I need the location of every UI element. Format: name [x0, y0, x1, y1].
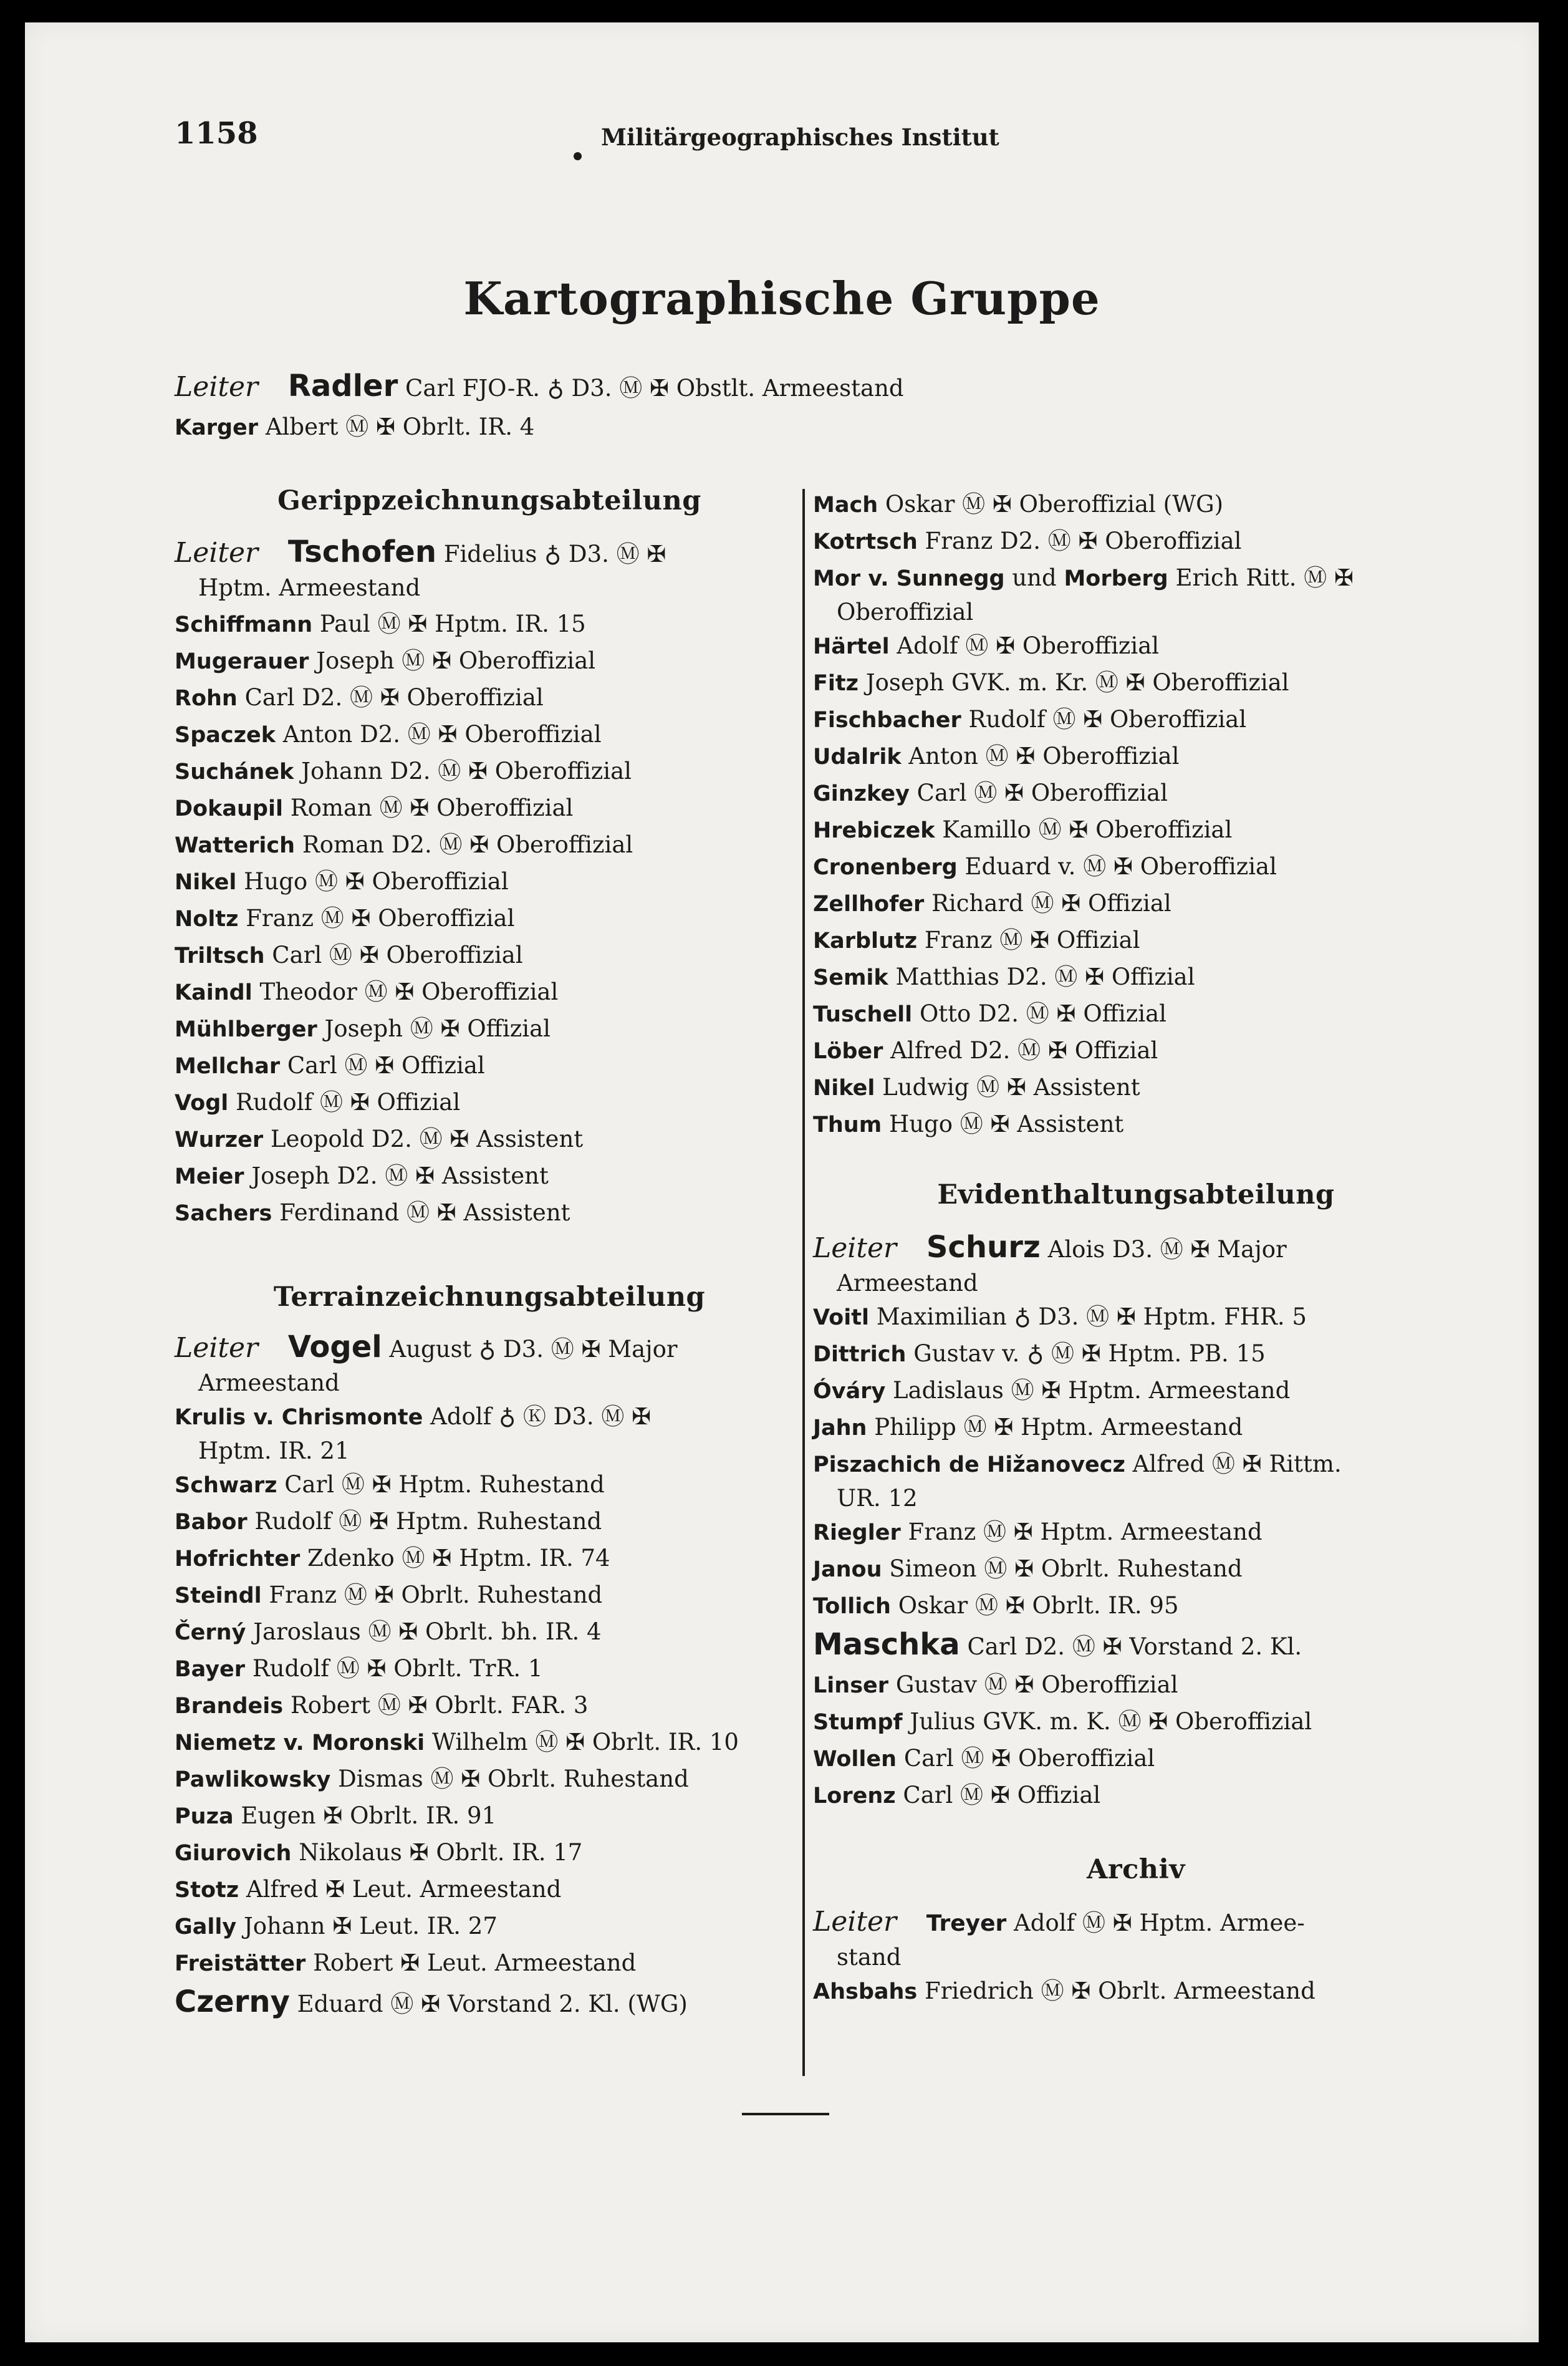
leiter-details: Carl FJO-R. ♁ D3. Ⓜ ✠ Obstlt. Armeestand — [405, 375, 904, 402]
surname: Giurovich — [175, 1841, 292, 1866]
surname: Mühlberger — [175, 1017, 317, 1042]
list-item — [175, 1651, 804, 1688]
entry-details: Robert ✠ Leut. Armeestand — [313, 1949, 637, 1976]
entry-details: Carl D2. Ⓜ ✠ Oberoffizial — [244, 684, 544, 711]
list-item — [175, 864, 804, 901]
section-title-evidenthaltung: Evidenthaltungsabteilung — [937, 1179, 1335, 1210]
entry-details: Joseph Ⓜ ✠ Offizial — [324, 1015, 551, 1042]
entry-details: Gustav Ⓜ ✠ Oberoffizial — [895, 1671, 1178, 1698]
surname: Kaindl — [175, 980, 253, 1005]
list-item — [813, 665, 1459, 702]
surname: Schiffmann — [175, 612, 313, 637]
surname: Puza — [175, 1804, 234, 1829]
list-item — [175, 1048, 804, 1084]
surname: Tuschell — [813, 1002, 913, 1027]
leiter-details: August ♁ D3. Ⓜ ✠ Major — [389, 1336, 678, 1363]
list-item — [813, 1336, 1459, 1373]
entry-details: Franz Ⓜ ✠ Obrlt. Ruhestand — [269, 1581, 603, 1608]
surname: Triltsch — [175, 944, 265, 968]
entry-details: Erich Ritt. Ⓜ ✠ — [1175, 564, 1354, 591]
entry-details: Franz Ⓜ ✠ Offizial — [924, 927, 1140, 954]
entry-details: Richard Ⓜ ✠ Offizial — [931, 890, 1171, 917]
surname: Freistätter — [175, 1951, 306, 1976]
entry-details: Rudolf Ⓜ ✠ Oberoffizial — [968, 706, 1247, 733]
entry-details: Dismas Ⓜ ✠ Obrlt. Ruhestand — [338, 1765, 689, 1792]
entry-details: Franz D2. Ⓜ ✠ Oberoffizial — [925, 528, 1242, 554]
list-item — [813, 1741, 1459, 1777]
surname: Vogl — [175, 1091, 229, 1116]
surname: Dokaupil — [175, 796, 283, 821]
entry-details: Carl Ⓜ ✠ Hptm. Ruhestand — [284, 1471, 605, 1498]
surname: Noltz — [175, 907, 239, 932]
surname: Hrebiczek — [813, 818, 935, 843]
surname: Meier — [175, 1164, 244, 1189]
list-item — [813, 849, 1459, 886]
entry-details: Adolf ♁ Ⓚ D3. Ⓜ ✠ — [430, 1403, 652, 1430]
entry-details: Otto D2. Ⓜ ✠ Offizial — [919, 1000, 1166, 1027]
list-item — [175, 1871, 804, 1908]
entry-details: Carl Ⓜ ✠ Oberoffizial — [903, 1745, 1155, 1772]
surname: Löber — [813, 1039, 883, 1064]
list-item — [175, 753, 804, 790]
entry-details: Matthias D2. Ⓜ ✠ Offizial — [895, 963, 1195, 990]
evidenthaltung-list-2 — [813, 1514, 1459, 1625]
entry-details: Carl D2. Ⓜ ✠ Vorstand 2. Kl. — [967, 1633, 1302, 1660]
surname: Krulis v. Chrismonte — [175, 1405, 423, 1430]
entry-details: Ludwig Ⓜ ✠ Assistent — [882, 1074, 1140, 1101]
surname: Cronenberg — [813, 855, 958, 880]
surname: Morberg — [1064, 566, 1168, 591]
list-item — [813, 1033, 1459, 1070]
entry-details: Gustav v. ♁ Ⓜ ✠ Hptm. PB. 15 — [913, 1340, 1266, 1367]
list-item — [175, 1761, 804, 1798]
group-deputy — [175, 408, 534, 442]
entry-continuation: UR. 12 — [837, 1485, 918, 1512]
institute-header: Militärgeographisches Institut — [601, 123, 999, 151]
entry-details: Zdenko Ⓜ ✠ Hptm. IR. 74 — [307, 1545, 610, 1572]
entry-details: Carl Ⓜ ✠ Oberoffizial — [272, 942, 523, 968]
surname: Czerny — [175, 1984, 290, 2019]
section-leiter — [175, 534, 804, 572]
list-item — [813, 486, 1459, 523]
section-title-terrainzeichnung: Terrainzeichnungsabteilung — [273, 1282, 706, 1313]
surname: Tollich — [813, 1594, 891, 1619]
entry-details: Roman D2. Ⓜ ✠ Oberoffizial — [302, 831, 633, 858]
list-item — [175, 790, 804, 827]
list-item — [175, 827, 804, 864]
deputy-details: Albert Ⓜ ✠ Obrlt. IR. 4 — [265, 413, 535, 440]
surname: Mach — [813, 493, 878, 518]
entry-details: Ferdinand Ⓜ ✠ Assistent — [279, 1199, 570, 1226]
leiter-name: Tschofen — [287, 534, 437, 569]
surname: Wollen — [813, 1747, 897, 1772]
list-item — [175, 1084, 804, 1121]
conjunction: und — [1012, 564, 1057, 591]
list-item — [813, 702, 1459, 738]
leiter-continuation: stand — [837, 1944, 902, 1971]
entry-details: Johann D2. Ⓜ ✠ Oberoffizial — [301, 758, 632, 785]
gerippzeichnung-list — [175, 606, 804, 1232]
surname: Černý — [175, 1620, 246, 1645]
section-leiter — [813, 1229, 1459, 1268]
surname: Semik — [813, 965, 888, 990]
surname: Nikel — [175, 870, 237, 895]
list-item — [175, 1945, 804, 1982]
list-item — [813, 1446, 1459, 1483]
header-dot — [574, 152, 582, 160]
surname: Ginzkey — [813, 781, 910, 806]
right-column — [813, 484, 1459, 2010]
list-item — [813, 1070, 1459, 1106]
list-item — [175, 1158, 804, 1195]
entry-details: Friedrich Ⓜ ✠ Obrlt. Armeestand — [925, 1977, 1315, 2004]
list-item — [175, 1577, 804, 1614]
entry-details: Rudolf Ⓜ ✠ Obrlt. TrR. 1 — [252, 1655, 543, 1682]
page-title: Kartographische Gruppe — [463, 272, 1100, 325]
section-leiter — [813, 1904, 1459, 1942]
leiter-label: Leiter — [175, 371, 259, 403]
entry-details: Franz Ⓜ ✠ Oberoffizial — [246, 905, 515, 932]
surname: Mugerauer — [175, 649, 309, 674]
page-number: 1158 — [175, 116, 258, 151]
list-item — [813, 1409, 1459, 1446]
group-leiter — [175, 369, 904, 403]
leiter-continuation: Hptm. Armeestand — [198, 574, 421, 601]
surname: Udalrik — [813, 745, 902, 770]
leiter-label: Leiter — [175, 537, 259, 569]
left-column — [175, 484, 804, 2024]
list-item — [813, 1106, 1459, 1143]
surname: Suchánek — [175, 760, 294, 785]
surname: Schwarz — [175, 1473, 277, 1498]
entry-details: Eduard Ⓜ ✠ Vorstand 2. Kl. (WG) — [297, 1991, 688, 2017]
surname: Óváry — [813, 1379, 886, 1404]
list-item — [175, 606, 804, 643]
list-item — [813, 1973, 1459, 2010]
list-item — [175, 974, 804, 1011]
surname: Riegler — [813, 1520, 901, 1545]
entry-details: Hugo Ⓜ ✠ Assistent — [888, 1111, 1124, 1137]
entry-details: Anton Ⓜ ✠ Oberoffizial — [908, 743, 1180, 770]
list-item — [813, 1299, 1459, 1336]
entry-details: Alfred D2. Ⓜ ✠ Offizial — [890, 1037, 1158, 1064]
entry-details: Jaroslaus Ⓜ ✠ Obrlt. bh. IR. 4 — [253, 1618, 602, 1645]
entry-details: Hugo Ⓜ ✠ Oberoffizial — [244, 868, 509, 895]
surname: Spaczek — [175, 723, 276, 748]
surname: Stumpf — [813, 1710, 903, 1735]
surname: Janou — [813, 1557, 882, 1582]
entry-details: Maximilian ♁ D3. Ⓜ ✠ Hptm. FHR. 5 — [876, 1303, 1307, 1330]
footer-rule — [742, 2113, 829, 2115]
list-item — [175, 1540, 804, 1577]
leiter-continuation: Armeestand — [198, 1369, 340, 1396]
surname: Maschka — [813, 1627, 960, 1662]
page — [25, 22, 1539, 2342]
list-item — [175, 937, 804, 974]
entry-details: Joseph GVK. m. Kr. Ⓜ ✠ Oberoffizial — [865, 669, 1289, 696]
entry-details: Julius GVK. m. K. Ⓜ ✠ Oberoffizial — [910, 1708, 1312, 1735]
leiter-continuation: Armeestand — [837, 1270, 978, 1296]
list-item — [175, 1399, 804, 1436]
leiter-details: Alois D3. Ⓜ ✠ Major — [1047, 1236, 1287, 1263]
list-item — [175, 1504, 804, 1540]
list-item — [813, 1625, 1459, 1667]
entry-details: Simeon Ⓜ ✠ Obrlt. Ruhestand — [889, 1555, 1243, 1582]
entry-details: Nikolaus ✠ Obrlt. IR. 17 — [299, 1839, 583, 1866]
surname: Fischbacher — [813, 708, 961, 733]
list-item — [813, 1551, 1459, 1588]
entry-details: Theodor Ⓜ ✠ Oberoffizial — [259, 978, 559, 1005]
deputy-name: Karger — [175, 415, 259, 440]
list-item — [175, 1908, 804, 1945]
list-item — [813, 1704, 1459, 1741]
list-item — [813, 1588, 1459, 1625]
surname: Piszachich de Hižanovecz — [813, 1452, 1125, 1477]
surname: Babor — [175, 1510, 248, 1535]
evidenthaltung-list-3 — [813, 1667, 1459, 1814]
leiter-label: Leiter — [813, 1232, 897, 1264]
entry-details: Eduard v. Ⓜ ✠ Oberoffizial — [964, 853, 1277, 880]
list-item — [175, 1195, 804, 1232]
leiter-label: Leiter — [175, 1332, 259, 1364]
list-item — [175, 1467, 804, 1504]
list-item — [813, 812, 1459, 849]
entry-details: Carl Ⓜ ✠ Offizial — [903, 1782, 1101, 1808]
entry-details: Philipp Ⓜ ✠ Hptm. Armeestand — [874, 1414, 1243, 1441]
surname: Kotrtsch — [813, 529, 918, 554]
list-item — [175, 1011, 804, 1048]
list-item — [175, 1688, 804, 1724]
section-leiter — [175, 1329, 804, 1368]
list-item — [175, 1614, 804, 1651]
section-title-archiv: Archiv — [1087, 1854, 1185, 1885]
entry-details: Carl Ⓜ ✠ Oberoffizial — [916, 780, 1168, 806]
surname: Jahn — [813, 1416, 867, 1441]
entry-details: Joseph D2. Ⓜ ✠ Assistent — [251, 1162, 549, 1189]
surname: Pawlikowsky — [175, 1767, 331, 1792]
surname: Sachers — [175, 1201, 272, 1226]
surname: Härtel — [813, 634, 890, 659]
list-item — [813, 1373, 1459, 1409]
surname: Steindl — [175, 1583, 262, 1608]
entry-details: Alfred ✠ Leut. Armeestand — [246, 1876, 562, 1903]
entry-details: Leopold D2. Ⓜ ✠ Assistent — [270, 1126, 584, 1152]
surname: Rohn — [175, 686, 238, 711]
entry-details: Rudolf Ⓜ ✠ Offizial — [236, 1089, 461, 1116]
list-item — [175, 1724, 804, 1761]
entry-details: Alfred Ⓜ ✠ Rittm. — [1132, 1451, 1342, 1477]
surname: Thum — [813, 1113, 882, 1137]
entry-details: Paul Ⓜ ✠ Hptm. IR. 15 — [319, 611, 586, 637]
leiter-details: Fidelius ♁ D3. Ⓜ ✠ — [443, 541, 666, 567]
list-item — [813, 1667, 1459, 1704]
list-item — [175, 1121, 804, 1158]
entry-details: Robert Ⓜ ✠ Obrlt. FAR. 3 — [290, 1692, 589, 1719]
list-item — [175, 1982, 804, 2024]
section-title-gerippzeichnung: Gerippzeichnungsabteilung — [277, 485, 701, 516]
list-item — [813, 1514, 1459, 1551]
list-item — [175, 901, 804, 937]
list-item — [813, 922, 1459, 959]
entry-details: Carl Ⓜ ✠ Offizial — [287, 1052, 485, 1079]
list-item — [813, 738, 1459, 775]
entry-details: Roman Ⓜ ✠ Oberoffizial — [290, 794, 574, 821]
surname: Karblutz — [813, 929, 918, 954]
surname: Gally — [175, 1915, 237, 1939]
gerippzeichnung-list-continued-2 — [813, 628, 1459, 1143]
surname: Brandeis — [175, 1694, 284, 1719]
entry-details: Adolf Ⓜ ✠ Oberoffizial — [897, 632, 1160, 659]
evidenthaltung-list — [813, 1299, 1459, 1446]
entry-continuation: Oberoffizial — [837, 599, 974, 625]
leiter-label: Leiter — [813, 1906, 897, 1938]
surname: Lorenz — [813, 1784, 896, 1808]
list-item — [813, 775, 1459, 812]
surname: Zellhofer — [813, 892, 925, 917]
entry-details: Oskar Ⓜ ✠ Oberoffizial (WG) — [885, 491, 1224, 518]
list-item — [175, 680, 804, 717]
surname: Ahsbahs — [813, 1979, 918, 2004]
archiv-list — [813, 1973, 1459, 2010]
entry-details: Eugen ✠ Obrlt. IR. 91 — [241, 1802, 497, 1829]
list-item — [175, 643, 804, 680]
entry-continuation: Hptm. IR. 21 — [198, 1437, 350, 1464]
leiter-name: Treyer — [926, 1911, 1007, 1936]
list-item — [813, 1777, 1459, 1814]
entry-details: Joseph Ⓜ ✠ Oberoffizial — [316, 647, 596, 674]
surname: Watterich — [175, 833, 296, 858]
entry-details: Wilhelm Ⓜ ✠ Obrlt. IR. 10 — [431, 1729, 739, 1755]
leiter-name: Vogel — [287, 1330, 382, 1364]
surname: Fitz — [813, 671, 859, 696]
surname: Bayer — [175, 1657, 246, 1682]
surname: Mellchar — [175, 1054, 281, 1079]
entry-details: Johann ✠ Leut. IR. 27 — [243, 1913, 498, 1939]
list-item — [813, 523, 1459, 560]
entry-details: Franz Ⓜ ✠ Hptm. Armeestand — [908, 1519, 1263, 1545]
entry-details: Oskar Ⓜ ✠ Obrlt. IR. 95 — [898, 1592, 1179, 1619]
surname: Wurzer — [175, 1127, 264, 1152]
list-item — [813, 996, 1459, 1033]
leiter-name: Radler — [287, 369, 398, 403]
surname: Hofrichter — [175, 1547, 301, 1572]
entry-details: Ladislaus Ⓜ ✠ Hptm. Armeestand — [893, 1377, 1291, 1404]
entry-details: Kamillo Ⓜ ✠ Oberoffizial — [942, 816, 1233, 843]
surname: Linser — [813, 1673, 889, 1698]
leiter-details: Adolf Ⓜ ✠ Hptm. Armee- — [1014, 1910, 1305, 1936]
surname: Nikel — [813, 1076, 875, 1101]
list-item — [175, 1835, 804, 1871]
leiter-name: Schurz — [926, 1230, 1041, 1265]
list-item — [813, 886, 1459, 922]
surname: Stotz — [175, 1878, 239, 1903]
list-item — [813, 628, 1459, 665]
list-item — [813, 560, 1459, 597]
list-item — [813, 959, 1459, 996]
gerippzeichnung-list-continued — [813, 486, 1459, 560]
terrainzeichnung-list — [175, 1467, 804, 1982]
surname: Niemetz v. Moronski — [175, 1731, 425, 1755]
surname: Dittrich — [813, 1342, 907, 1367]
entry-details: Anton D2. Ⓜ ✠ Oberoffizial — [282, 721, 602, 748]
surname: Voitl — [813, 1305, 869, 1330]
list-item — [175, 717, 804, 753]
surname: Mor v. Sunnegg — [813, 566, 1005, 591]
entry-details: Rudolf Ⓜ ✠ Hptm. Ruhestand — [254, 1508, 602, 1535]
list-item — [175, 1798, 804, 1835]
